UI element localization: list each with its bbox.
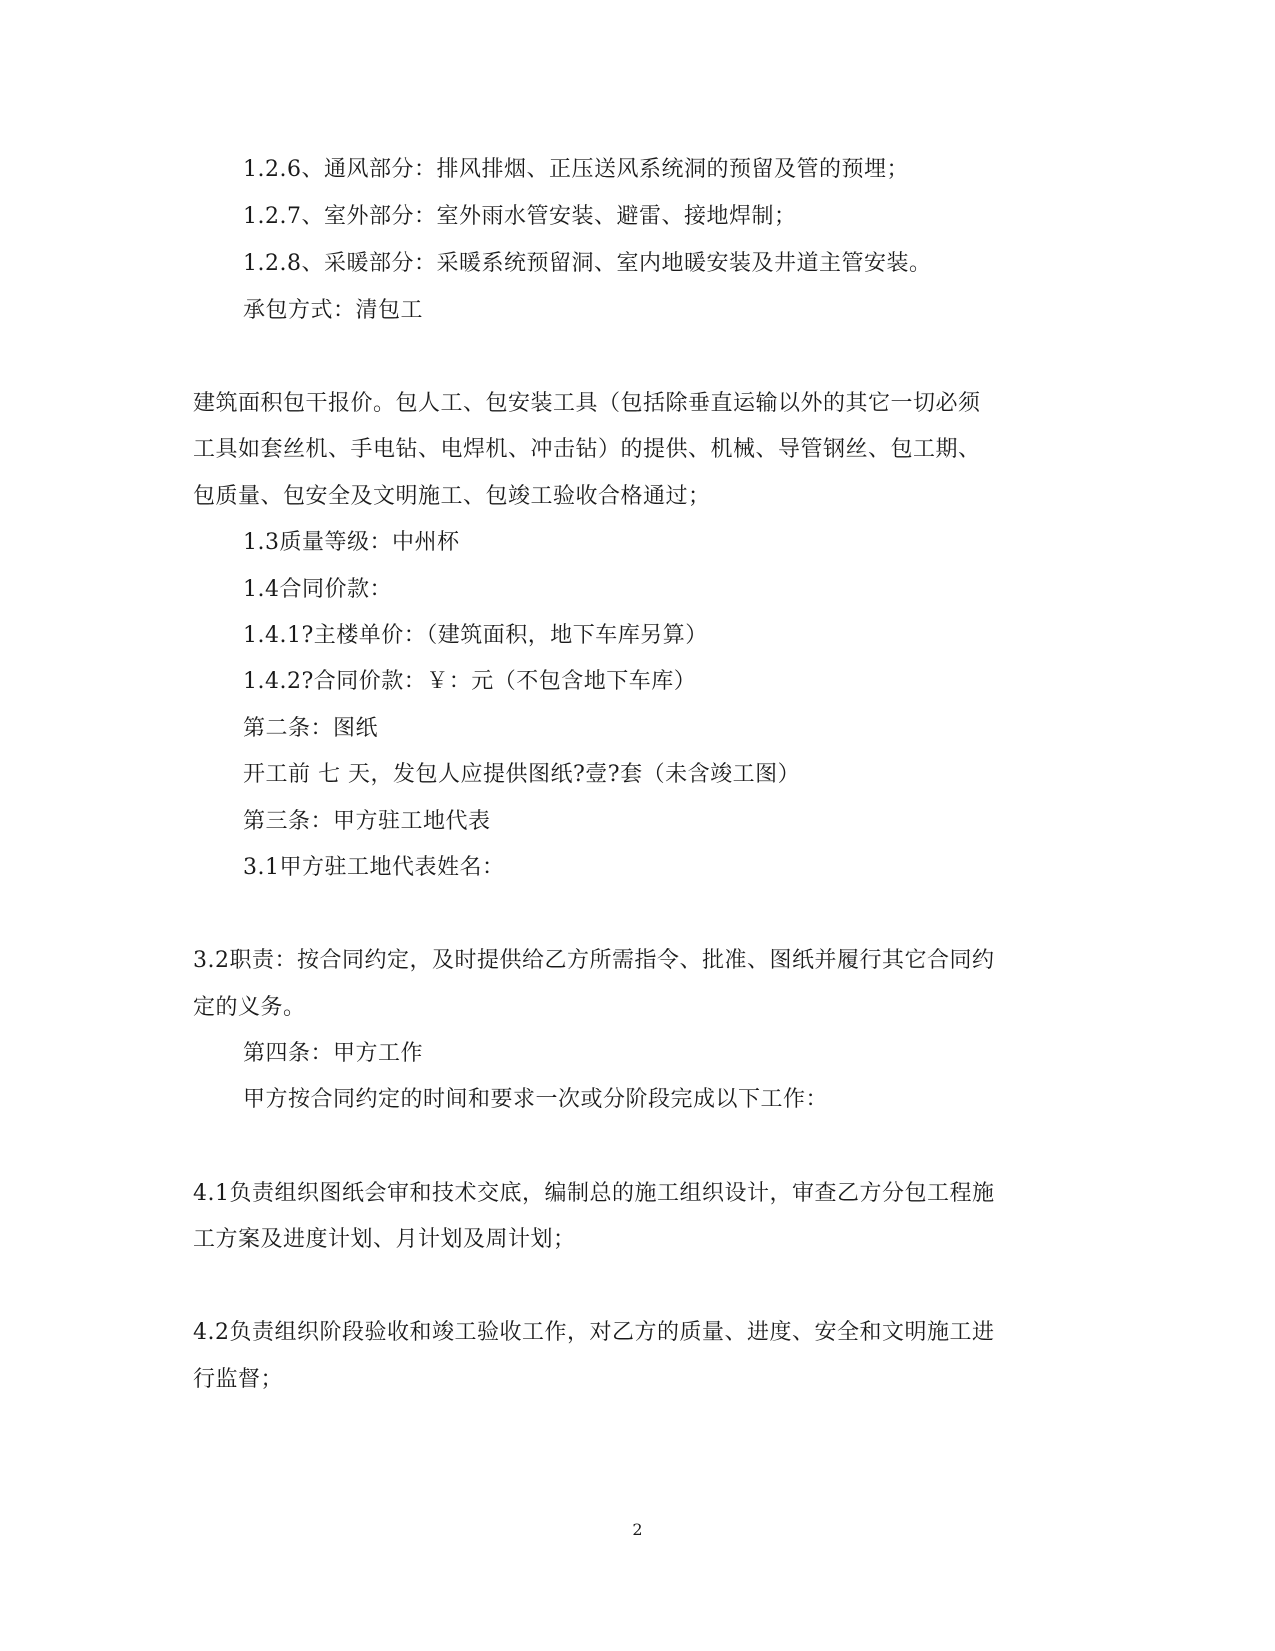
- text-line: 1.2.8、采暖部分：采暖系统预留洞、室内地暖安装及井道主管安装。: [243, 251, 932, 276]
- text-line: 1.4.1?主楼单价：（建筑面积，地下车库另算）: [243, 623, 708, 648]
- text-line: 包质量、包安全及文明施工、包竣工验收合格通过；: [193, 484, 711, 509]
- text-line: 工方案及进度计划、月计划及周计划；: [193, 1227, 576, 1252]
- text-line: 建筑面积包干报价。包人工、包安装工具（包括除垂直运输以外的其它一切必须: [193, 391, 981, 416]
- text-line: 4.2负责组织阶段验收和竣工验收工作，对乙方的质量、进度、安全和文明施工进: [193, 1320, 995, 1345]
- text-line: 1.4合同价款：: [243, 577, 392, 602]
- text-line: 1.3质量等级：中州杯: [243, 530, 460, 555]
- text-line: 承包方式：清包工: [243, 298, 424, 323]
- text-line: 3.1甲方驻工地代表姓名：: [243, 855, 505, 880]
- text-line: 3.2职责：按合同约定，及时提供给乙方所需指令、批准、图纸并履行其它合同约: [193, 948, 995, 973]
- text-line: 第二条：图纸: [243, 716, 379, 741]
- text-line: 1.4.2?合同价款：￥：元（不包含地下车库）: [243, 669, 697, 694]
- text-line: 工具如套丝机、手电钻、电焊机、冲击钻）的提供、机械、导管钢丝、包工期、: [193, 437, 981, 462]
- text-line: 4.1负责组织图纸会审和技术交底，编制总的施工组织设计，审查乙方分包工程施: [193, 1181, 995, 1206]
- text-line: 开工前 七 天，发包人应提供图纸?壹?套（未含竣工图）: [243, 762, 801, 787]
- text-line: 甲方按合同约定的时间和要求一次或分阶段完成以下工作：: [243, 1087, 829, 1112]
- page-number: 2: [632, 1520, 643, 1539]
- text-line: 第四条：甲方工作: [243, 1041, 424, 1066]
- text-line: 行监督；: [193, 1367, 284, 1392]
- text-line: 定的义务。: [193, 995, 306, 1020]
- text-line: 第三条：甲方驻工地代表: [243, 809, 491, 834]
- text-line: 1.2.7、室外部分：室外雨水管安装、避雷、接地焊制；: [243, 204, 797, 229]
- text-line: 1.2.6、通风部分：排风排烟、正压送风系统洞的预留及管的预埋；: [243, 157, 909, 182]
